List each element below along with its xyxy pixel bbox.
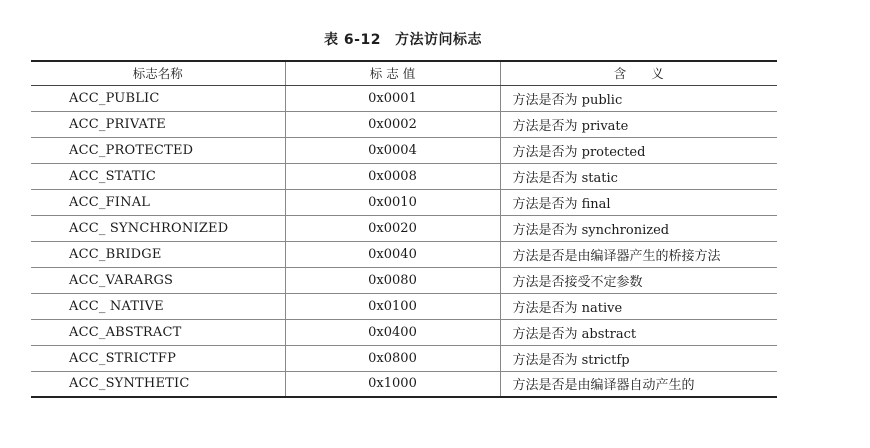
- flag-value-cell: 0x1000: [285, 371, 500, 397]
- table-row: [31, 85, 777, 111]
- flag-meaning-cell: 方法是否为 abstract: [500, 319, 777, 345]
- flag-name-cell: ACC_PUBLIC: [31, 85, 285, 111]
- table-caption-number: 表 6-12: [324, 32, 381, 48]
- flag-value-cell: 0x0040: [285, 241, 500, 267]
- header-flag-name: 标志名称: [31, 61, 285, 85]
- flag-name-cell: ACC_FINAL: [31, 189, 285, 215]
- flag-name-cell: ACC_BRIDGE: [31, 241, 285, 267]
- flag-meaning-cell: 方法是否为 static: [500, 163, 777, 189]
- table-row: [31, 371, 777, 397]
- flag-name-cell: ACC_ SYNCHRONIZED: [31, 215, 285, 241]
- flag-meaning-cell: 方法是否是由编译器产生的桥接方法: [500, 241, 777, 267]
- table-header-row: [31, 61, 777, 85]
- table-row: [31, 267, 777, 293]
- flag-name-cell: ACC_PRIVATE: [31, 111, 285, 137]
- table-row: [31, 345, 777, 371]
- flag-meaning-cell: 方法是否为 protected: [500, 137, 777, 163]
- flag-name-cell: ACC_VARARGS: [31, 267, 285, 293]
- flag-name-cell: ACC_PROTECTED: [31, 137, 285, 163]
- access-flags-table: [31, 60, 777, 398]
- flag-meaning-cell: 方法是否为 native: [500, 293, 777, 319]
- flag-value-cell: 0x0080: [285, 267, 500, 293]
- flag-value-cell: 0x0100: [285, 293, 500, 319]
- table-row: [31, 163, 777, 189]
- flag-meaning-cell: 方法是否为 public: [500, 85, 777, 111]
- table-row: [31, 319, 777, 345]
- table-row: [31, 241, 777, 267]
- table-row: [31, 111, 777, 137]
- flag-value-cell: 0x0010: [285, 189, 500, 215]
- header-meaning: 含 义: [500, 61, 777, 85]
- flag-value-cell: 0x0004: [285, 137, 500, 163]
- flag-value-cell: 0x0020: [285, 215, 500, 241]
- flag-value-cell: 0x0400: [285, 319, 500, 345]
- flag-meaning-cell: 方法是否为 strictfp: [500, 345, 777, 371]
- flag-meaning-cell: 方法是否接受不定参数: [500, 267, 777, 293]
- table-row: [31, 137, 777, 163]
- flag-name-cell: ACC_STRICTFP: [31, 345, 285, 371]
- flag-value-cell: 0x0008: [285, 163, 500, 189]
- flag-name-cell: ACC_ABSTRACT: [31, 319, 285, 345]
- table-row: [31, 189, 777, 215]
- flag-value-cell: 0x0800: [285, 345, 500, 371]
- flag-value-cell: 0x0002: [285, 111, 500, 137]
- flag-meaning-cell: 方法是否为 private: [500, 111, 777, 137]
- flag-meaning-cell: 方法是否为 synchronized: [500, 215, 777, 241]
- flag-value-cell: 0x0001: [285, 85, 500, 111]
- flag-name-cell: ACC_ NATIVE: [31, 293, 285, 319]
- table-row: [31, 215, 777, 241]
- header-flag-value: 标 志 值: [285, 61, 500, 85]
- flag-name-cell: ACC_STATIC: [31, 163, 285, 189]
- flag-meaning-cell: 方法是否为 final: [500, 189, 777, 215]
- flag-meaning-cell: 方法是否是由编译器自动产生的: [500, 371, 777, 397]
- table-caption: [0, 29, 806, 49]
- table-row: [31, 293, 777, 319]
- table-caption-title: 方法访问标志: [394, 32, 482, 48]
- flag-name-cell: ACC_SYNTHETIC: [31, 371, 285, 397]
